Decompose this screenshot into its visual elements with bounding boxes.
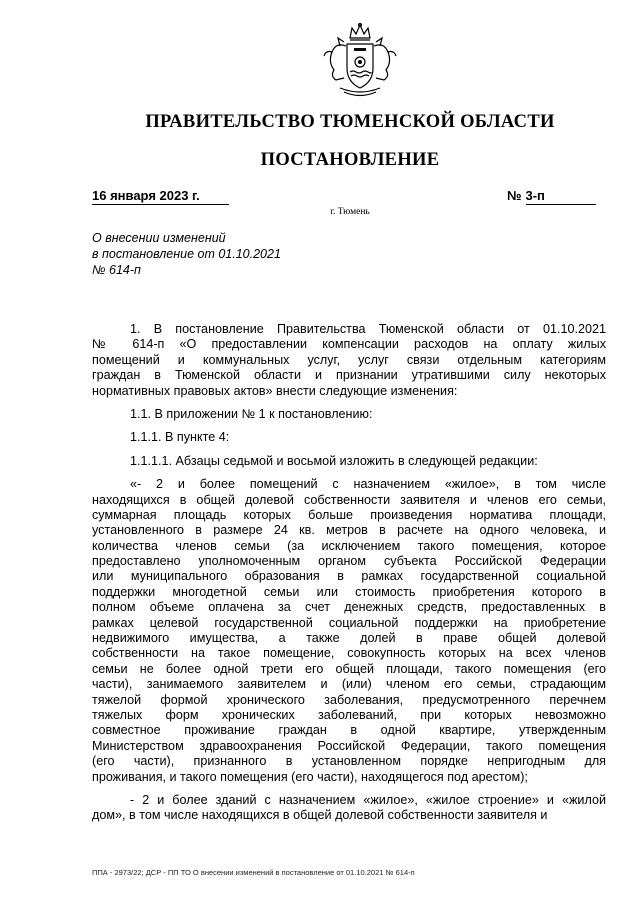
number-label: № [507,188,522,203]
body-line: 1.1.1.1. Абзацы седьмой и восьмой изложить в следующей редакции: [130,453,538,468]
body-line: 1.1. В приложении № 1 к постановлению: [130,406,373,421]
document-city: г. Тюмень [330,207,370,217]
body-line: недвижимого имущества, а также долей в праве общей долевой [92,631,606,646]
body-line: установленного в размере 24 кв. метров в расчете на одного человека, и [92,523,606,538]
body-line: - 2 и более зданий с назначением «жилое», «жилое строение» и «жилой [130,792,606,807]
organization-title: ПРАВИТЕЛЬСТВО ТЮМЕНСКОЙ ОБЛАСТИ [145,112,555,132]
document-date: 16 января 2023 г. [92,188,229,205]
document-subject [92,230,392,278]
paragraph-gap [92,785,606,793]
body-line: рамках целевой государственной социальной поддержки на приобретение [92,615,606,630]
body-paragraph [92,407,606,422]
body-line: дом», в том числе находящихся в общей долевой собственности заявителя и [92,808,548,823]
body-line: тяжелых форм хронических заболеваний, при которых невозможно [92,707,606,722]
coat-of-arms-icon [318,22,402,102]
body-line: Министерством здравоохранения Российской Федерации, такого помещения [92,738,606,753]
body-paragraph [92,322,606,399]
paragraph-gap [92,399,606,407]
body-line: суммарная площадь которых больше произведения норматива площади, [92,507,606,522]
body-line: «- 2 и более помещений с назначением «жилое», в том числе [130,477,606,492]
body-line: граждан в Тюменской области и признании утратившими силу некоторых [92,368,606,383]
number-value: 3-п [526,188,596,205]
document-footer: ППА - 2973/22; ДСР - ПП ТО О внесении изменений в постановление от 01.10.2021 № 614-п [92,868,415,877]
body-line: или муниципального образования в рамках государственной социальной [92,569,606,584]
body-line: собственности на такое помещение, совокупность которых на всех членов [92,646,606,661]
body-paragraph [92,430,606,445]
document-number [507,188,605,205]
body-line: предоставлено уполномоченным органом субъекта Российской Федерации [92,554,606,569]
body-line: находящихся в общей долевой собственности заявителя и членов его семьи, [92,492,606,507]
body-line: совместное проживание граждан в одной квартире, утвержденным [92,723,606,738]
paragraph-gap [92,422,606,430]
body-line: части), занимаемого заявителем и (или) членом его семьи, страдающим [92,677,606,692]
body-line: (его части), признанного в установленном порядке непригодным для [92,754,606,769]
body-line: семьи не более одной трети его общей площади, такого помещения (его [92,661,606,676]
subject-line: в постановление от 01.10.2021 [92,247,281,261]
body-paragraph [92,454,606,469]
subject-line: № 614-п [92,263,141,277]
document-type-title: ПОСТАНОВЛЕНИЕ [260,150,440,170]
body-line: проживания, и такого помещения (его части), находящегося под арестом); [92,769,528,784]
body-paragraph [92,477,606,785]
body-line: количества членов семьи (за исключением такого помещения, которое [92,538,606,553]
body-line: нормативных правовых актов» внести следующие изменения: [92,383,458,398]
body-line: поддержки многодетной семьи или стоимость приобретения которого в [92,584,606,599]
body-line: тяжелой формой хронического заболевания, предусмотренного перечнем [92,692,606,707]
subject-line: О внесении изменений [92,231,226,245]
body-line: полном объеме оплачена за счет денежных средств, предоставленных в [92,600,606,615]
paragraph-gap [92,446,606,454]
body-line: 1.1.1. В пункте 4: [130,430,230,445]
body-line: помещений и коммунальных услуг, услуг связи отдельным категориям [92,352,606,367]
body-paragraph [92,793,606,824]
body-line: № 614-п «О предоставлении компенсации расходов на оплату жилых [92,337,606,352]
paragraph-gap [92,469,606,477]
document-body [92,322,606,824]
body-line: 1. В постановление Правительства Тюменской области от 01.10.2021 [130,322,606,336]
